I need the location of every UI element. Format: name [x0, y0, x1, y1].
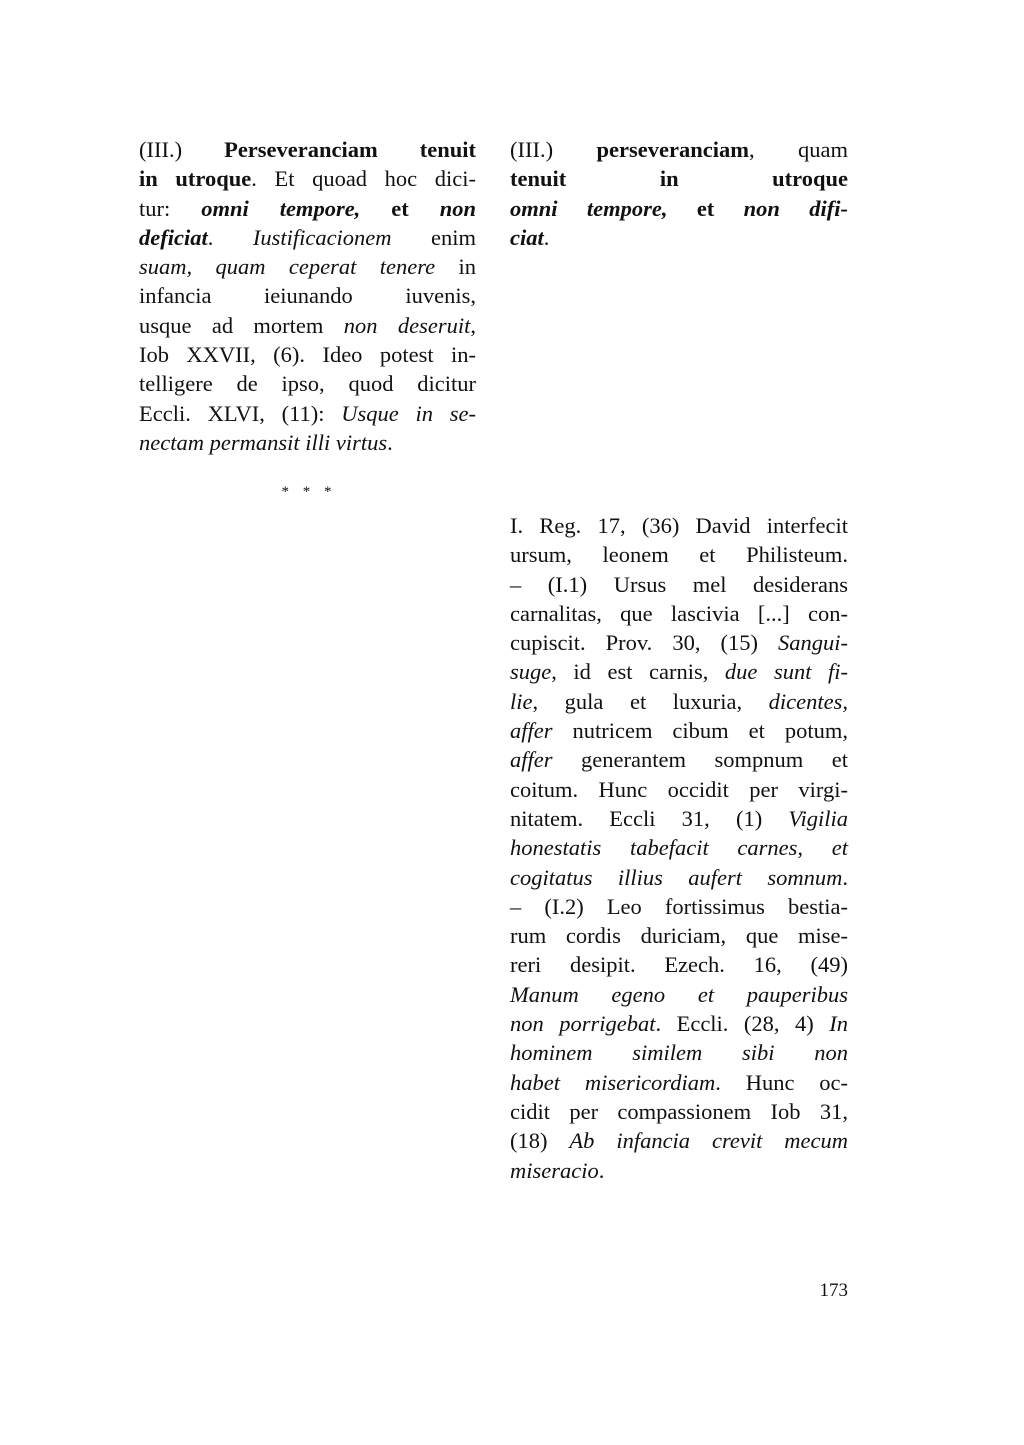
- text-span: tur:: [139, 195, 202, 221]
- text-span: tenuit in utroque: [510, 166, 848, 192]
- text-span: .: [387, 429, 393, 455]
- text-span: – (I.1) Ursus mel desiderans: [510, 571, 848, 597]
- text-span: carnalitas, que lascivia [...] con-: [510, 600, 848, 626]
- text-line: [510, 921, 848, 950]
- text-span: . Hunc oc-: [715, 1069, 848, 1095]
- text-span: Usque in se-: [341, 400, 476, 426]
- right-column-top-text: [510, 135, 848, 252]
- text-line: [139, 340, 476, 369]
- page-number: 173: [819, 1280, 848, 1301]
- text-span: Ab infancia crevit mecum: [569, 1128, 848, 1154]
- text-line: [510, 540, 848, 569]
- text-span: . Et quoad hoc dici-: [251, 166, 476, 192]
- text-span: miseracio: [510, 1157, 599, 1183]
- text-span: cidit per compassionem Iob 31,: [510, 1098, 848, 1124]
- text-span: Eccli. XLVI, (11):: [139, 400, 342, 426]
- text-line: [139, 311, 476, 340]
- text-span: in: [435, 254, 476, 280]
- text-span: I. Reg. 17, (36) David interfecit: [510, 513, 848, 538]
- text-span: In: [829, 1011, 848, 1037]
- text-line: [510, 194, 848, 223]
- text-line: [510, 1156, 848, 1185]
- text-span: omni tempore,: [201, 195, 392, 221]
- text-span: in utroque: [139, 166, 252, 192]
- text-span: affer: [510, 718, 553, 744]
- text-line: [139, 399, 476, 428]
- text-line: [139, 164, 476, 193]
- text-line: [139, 369, 476, 398]
- text-span: , quam: [748, 137, 848, 162]
- text-line: [510, 657, 848, 686]
- text-line: [510, 804, 848, 833]
- text-line: [139, 223, 476, 252]
- text-span: (18): [510, 1128, 570, 1154]
- text-span: (III.): [139, 137, 225, 162]
- text-span: Sangui-: [778, 630, 848, 656]
- text-span: non porrigebat: [510, 1011, 656, 1037]
- text-span: ,: [470, 312, 476, 338]
- text-span: ursum, leonem et Philisteum.: [510, 542, 848, 568]
- text-line: [510, 687, 848, 716]
- text-span: omni tempore,: [510, 195, 697, 221]
- text-line: [510, 570, 848, 599]
- text-span: Iob XXVII, (6). Ideo potest in-: [139, 342, 476, 368]
- text-span: lie: [510, 688, 533, 714]
- text-span: nectam permansit illi virtus: [139, 429, 388, 455]
- text-span: Perseveranciam tenuit: [224, 137, 476, 162]
- text-span: cupiscit. Prov. 30, (15): [510, 630, 778, 656]
- section-separator-asterisks: * * *: [281, 484, 337, 500]
- text-span: non difi-: [743, 195, 848, 221]
- text-span: telligere de ipso, quod dicitur: [139, 371, 476, 397]
- text-line: [510, 628, 848, 657]
- text-line: [510, 223, 848, 252]
- text-line: [510, 135, 848, 164]
- text-span: due sunt fi-: [724, 659, 848, 685]
- text-span: coitum. Hunc occidit per virgi-: [510, 776, 848, 802]
- text-span: infancia ieiunando iuvenis,: [139, 283, 476, 309]
- text-line: [139, 194, 476, 223]
- text-line: [510, 950, 848, 979]
- text-span: . Eccli. (28, 4): [655, 1011, 830, 1037]
- text-span: , id est carnis,: [551, 659, 725, 685]
- text-line: [510, 511, 848, 540]
- text-line: [510, 1126, 848, 1155]
- text-span: Vigilia: [788, 805, 848, 831]
- text-span: .: [207, 224, 253, 250]
- text-line: [510, 599, 848, 628]
- text-span: dicentes,: [768, 688, 848, 714]
- text-span: , gula et luxuria,: [532, 688, 769, 714]
- text-span: reri desipit. Ezech. 16, (49): [510, 952, 848, 978]
- text-span: Manum egeno et pauperibus: [510, 981, 848, 1007]
- text-span: ciat: [510, 224, 544, 250]
- text-line: [510, 1009, 848, 1038]
- text-span: hominem similem sibi non: [510, 1040, 848, 1066]
- text-line: [139, 281, 476, 310]
- text-line: [510, 833, 848, 862]
- text-span: suam, quam ceperat tenere: [139, 254, 436, 280]
- text-span: nutricem cibum et potum,: [552, 718, 848, 744]
- text-line: [510, 1038, 848, 1067]
- text-span: .: [543, 224, 550, 250]
- text-span: .: [598, 1157, 605, 1183]
- text-line: [510, 980, 848, 1009]
- text-span: et: [696, 195, 744, 221]
- text-span: enim: [391, 224, 476, 250]
- text-span: – (I.2) Leo fortissimus bestia-: [510, 893, 848, 919]
- text-span: deficiat: [139, 224, 208, 250]
- text-span: nitatem. Eccli 31, (1): [510, 805, 789, 831]
- text-line: [510, 1068, 848, 1097]
- text-span: non deseruit: [343, 312, 471, 338]
- text-line: [139, 252, 476, 281]
- text-line: [510, 863, 848, 892]
- text-line: [510, 1097, 848, 1126]
- text-line: [139, 135, 476, 164]
- text-span: (III.): [510, 137, 597, 162]
- text-span: affer: [510, 747, 553, 773]
- left-column-latin-text: [139, 135, 476, 457]
- text-span: et: [391, 195, 440, 221]
- text-span: perseveranciam: [596, 137, 749, 162]
- text-line: [510, 164, 848, 193]
- text-line: [510, 716, 848, 745]
- text-span: rum cordis duriciam, que mise-: [510, 923, 848, 949]
- text-span: usque ad mortem: [139, 312, 344, 338]
- right-column-bottom-text: [510, 511, 848, 1185]
- text-line: [510, 745, 848, 774]
- text-span: .: [842, 864, 848, 890]
- text-span: honestatis tabefacit carnes, et: [510, 835, 848, 861]
- text-line: [510, 775, 848, 804]
- text-line: [139, 428, 476, 457]
- text-span: suge: [510, 659, 552, 685]
- text-span: habet misericordiam: [510, 1069, 716, 1095]
- text-span: generantem sompnum et: [552, 747, 848, 773]
- text-line: [510, 892, 848, 921]
- text-span: Iustificacionem: [252, 224, 392, 250]
- text-span: cogitatus illius aufert somnum: [510, 864, 843, 890]
- text-span: non: [439, 195, 477, 221]
